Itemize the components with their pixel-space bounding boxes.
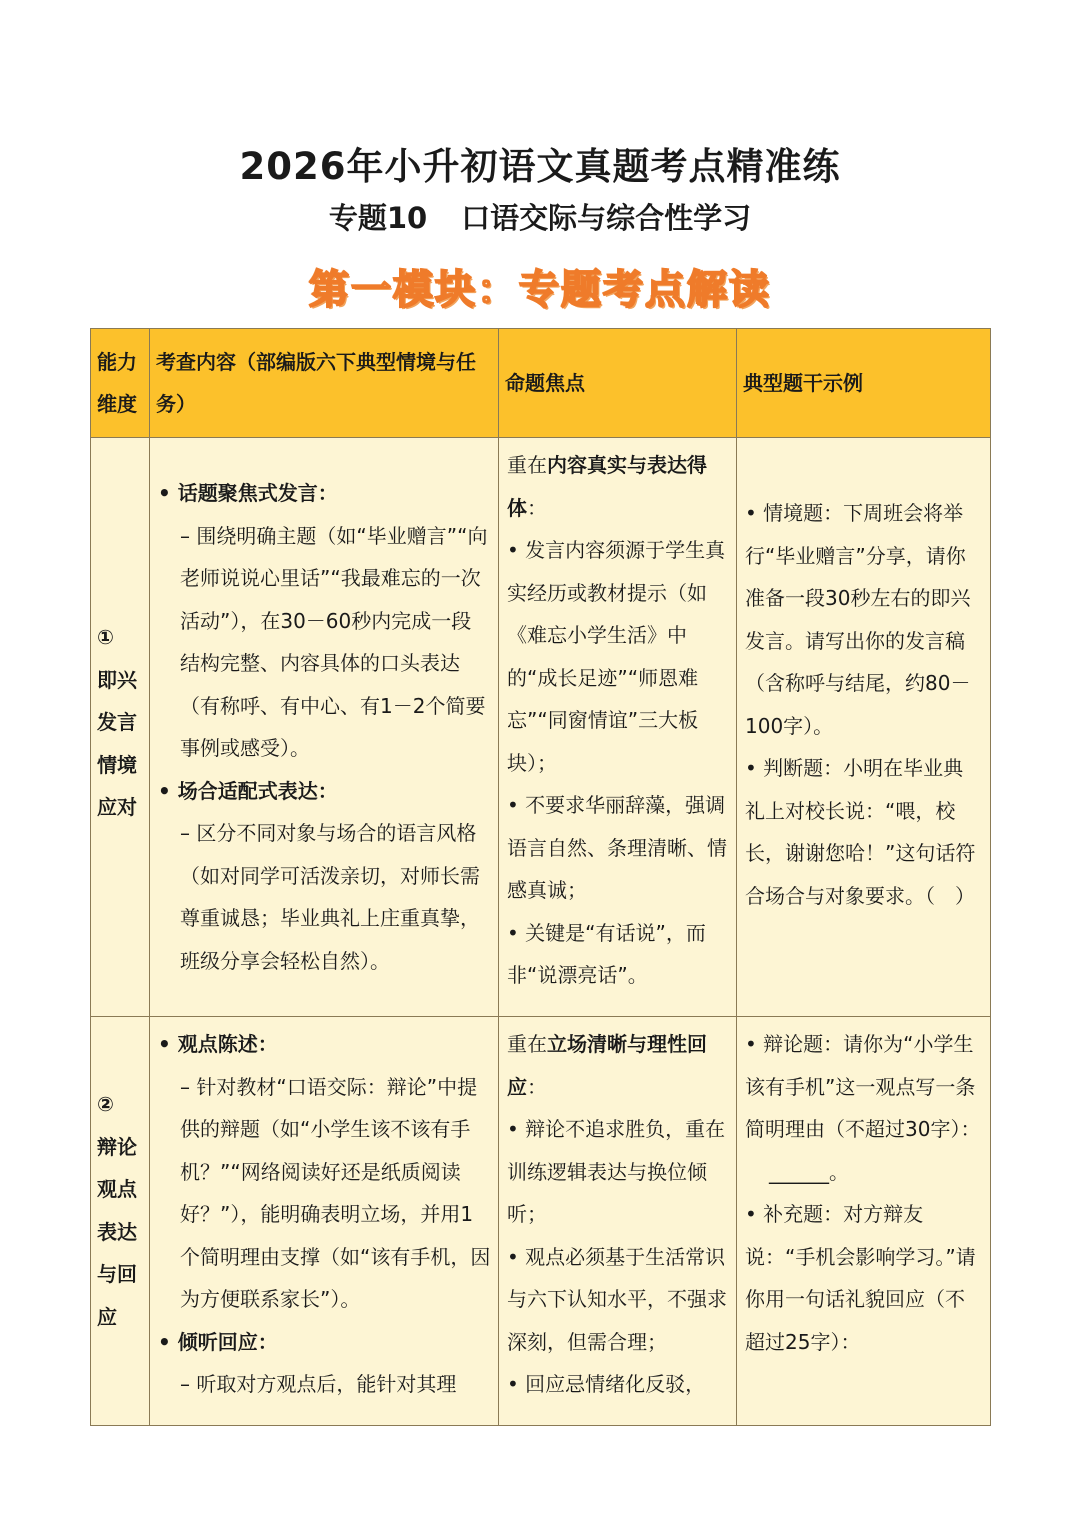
- focus-point: • 观点必须基于生活常识与六下认知水平，不强求深刻，但需合理；: [507, 1244, 727, 1354]
- topic-table: [90, 328, 991, 1426]
- focus-lead: 重在内容真实与表达得体：: [507, 453, 707, 520]
- focus-point: • 回应忌情绪化反驳，: [507, 1372, 706, 1396]
- example-point: • 判断题：小明在毕业典礼上对校长说：“喂，校长，谢谢您哈！”这句话符合场合与对象要求。（ ）: [745, 756, 976, 908]
- page-subtitle: [0, 196, 1080, 237]
- focus-cell: [499, 438, 737, 1017]
- content-bullet: • 倾听回应：: [158, 1329, 278, 1354]
- content-bullet: • 观点陈述：: [158, 1032, 278, 1056]
- content-bullet: • 话题聚焦式发言：: [158, 481, 338, 505]
- focus-lead: 重在立场清晰与理性回应：: [507, 1032, 707, 1099]
- header-focus: 命题焦点: [499, 329, 737, 438]
- header-content: 考查内容（部编版六下典型情境与任务）: [150, 329, 499, 438]
- dim-text: 辩论观点表达与回应: [97, 1134, 137, 1329]
- header-example: 典型题干示例: [737, 329, 991, 438]
- dim-text: 即兴发言情境应对: [97, 667, 137, 819]
- answer-blank: ______。: [769, 1159, 849, 1184]
- header-dim: 能力维度: [91, 329, 150, 438]
- example-cell: [737, 1017, 991, 1426]
- content-cell: [150, 438, 499, 1017]
- content-text: – 区分不同对象与场合的语言风格（如对同学可活泼亲切，对师长需尊重诚恳；毕业典礼上庄重真挚，班级分享会轻松自然）。: [180, 821, 480, 973]
- table-header-row: [91, 329, 991, 438]
- focus-point: • 不要求华丽辞藻，强调语言自然、条理清晰、情感真诚；: [507, 793, 727, 902]
- page-title: 2026年小升初语文真题考点精准练: [239, 145, 841, 188]
- example-point: • 补充题：对方辩友说：“手机会影响学习。”请你用一句话礼貌回应（不超过25字）：: [745, 1202, 976, 1354]
- content-cell: [150, 1017, 499, 1426]
- subtitle-topic: 专题10: [328, 201, 428, 235]
- module-title: 第一模块：专题考点解读: [309, 267, 771, 313]
- content-bullet: • 场合适配式表达：: [158, 778, 338, 803]
- focus-point: • 关键是“有话说”，而非“说漂亮话”。: [507, 920, 706, 987]
- focus-point: • 辩论不追求胜负，重在训练逻辑表达与换位倾听；: [507, 1117, 726, 1226]
- dim-number: ①: [97, 625, 114, 649]
- focus-cell: [499, 1017, 737, 1426]
- example-point: • 情境题：下周班会将举行“毕业赠言”分享，请你准备一段30秒左右的即兴发言。请写出你的发言稿（含称呼与结尾，约80－100字）。: [745, 501, 971, 738]
- subtitle-name: 口语交际与综合性学习: [461, 201, 752, 235]
- focus-point: • 发言内容须源于学生真实经历或教材提示（如《难忘小学生活》中的“成长足迹”“师恩难忘”“同窗情谊”三大板块）；: [507, 538, 726, 775]
- content-text: – 围绕明确主题（如“毕业赠言”“向老师说说心里话”“我最难忘的一次活动”），在30－60秒内完成一段结构完整、内容具体的口头表达（有称呼、有中心、有1－2个简要事例或感受）。: [180, 523, 488, 760]
- dim-number: ②: [97, 1092, 114, 1116]
- example-point: • 辩论题：请你为“小学生该有手机”这一观点写一条简明理由（不超过30字）：: [745, 1032, 981, 1141]
- example-cell: [737, 438, 991, 1017]
- dim-cell: [91, 1017, 150, 1426]
- dim-cell: [91, 438, 150, 1017]
- content-text: – 听取对方观点后，能针对其理: [180, 1372, 457, 1396]
- content-text: – 针对教材“口语交际：辩论”中提供的辩题（如“小学生该不该有手机？”“网络阅读好还是纸质阅读好？”），能明确表明立场，并用1个简明理由支撑（如“该有手机，因为方便联系家长”）。: [180, 1074, 491, 1311]
- table-row: [91, 438, 991, 1017]
- table-row: [91, 1017, 991, 1426]
